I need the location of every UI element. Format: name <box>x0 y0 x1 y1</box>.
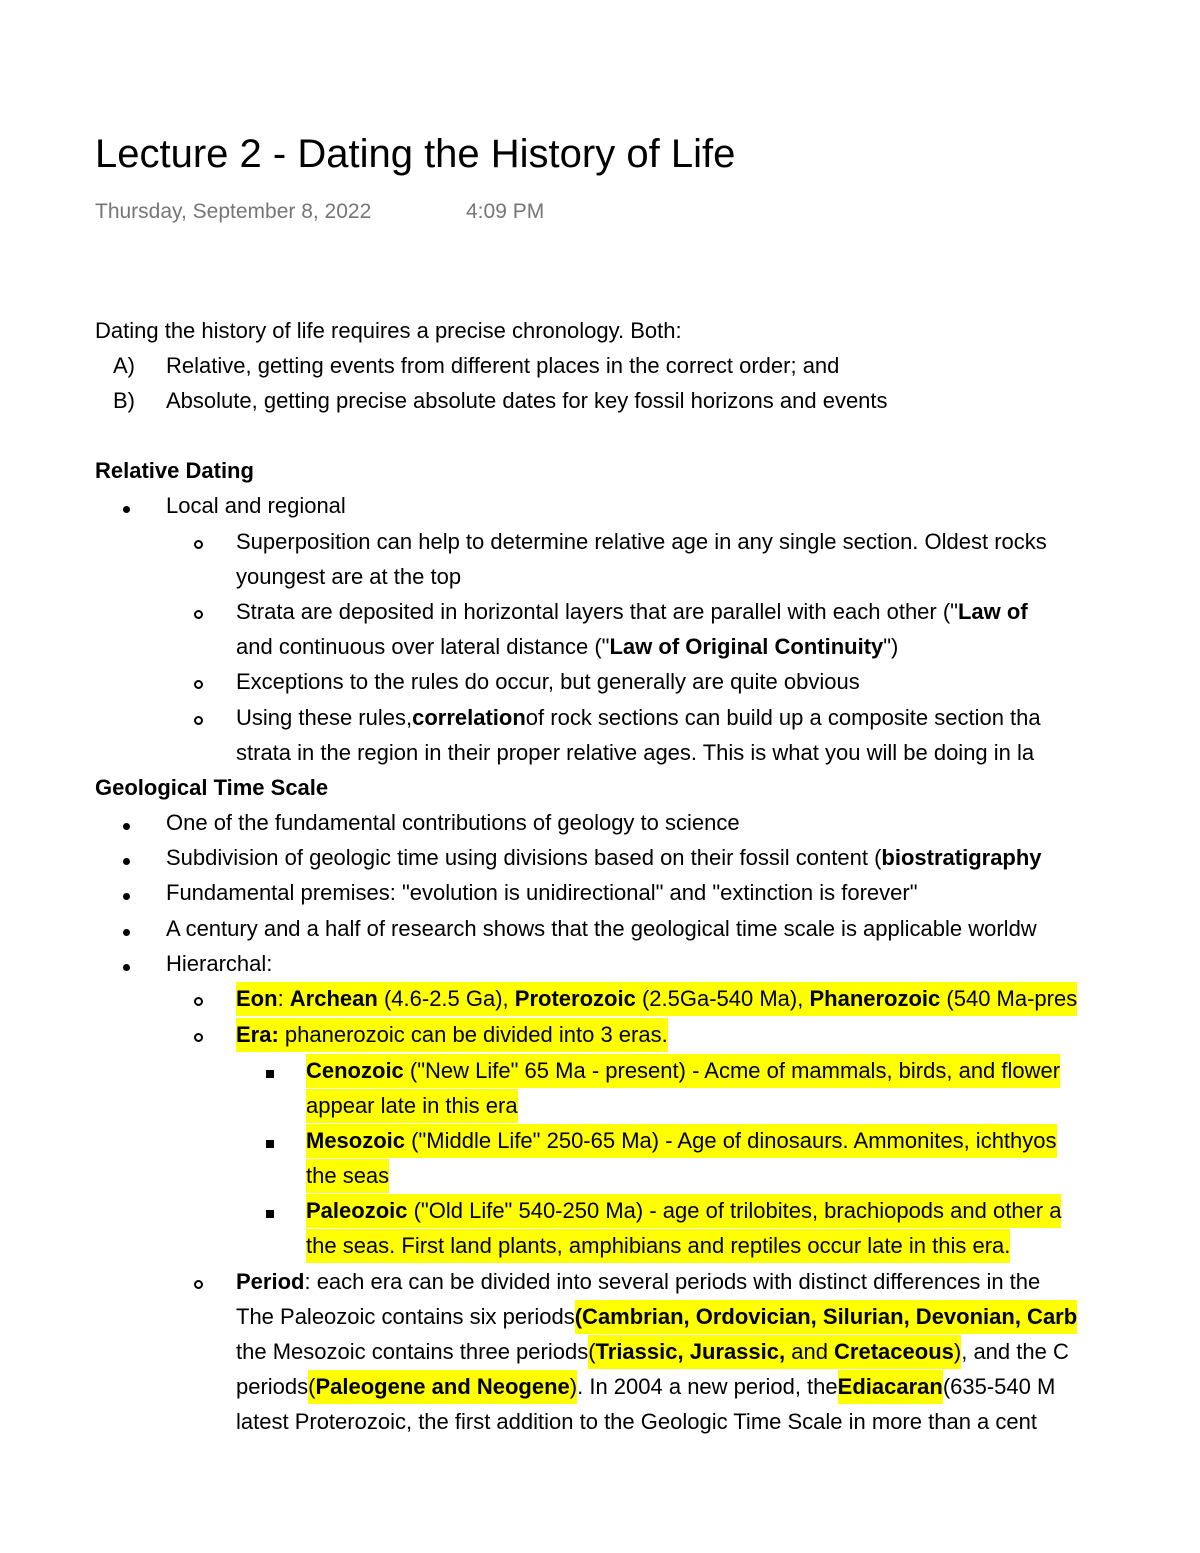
text-run: Using these rules, <box>236 705 413 730</box>
text-run: and <box>785 1339 835 1364</box>
text-run: ( <box>308 1374 316 1399</box>
bullet-dot-icon <box>106 947 146 981</box>
mesozoic-highlight <box>306 1124 1057 1158</box>
law-original-continuity: Law of Original Continuity <box>609 634 884 659</box>
text-run: periods <box>236 1374 309 1399</box>
list-item-cont <box>236 630 898 664</box>
list-item-cont: youngest are at the top <box>236 564 462 589</box>
bullet-dot-icon <box>106 876 146 910</box>
text-run: the Mesozoic contains three periods <box>236 1339 589 1364</box>
list-item: Local and regional <box>166 493 346 518</box>
mesozoic-line <box>306 1124 1057 1158</box>
cenozoic-highlight <box>306 1054 1060 1088</box>
eon-archean: Archean <box>289 986 378 1011</box>
list-item-cont: strata in the region in their proper relative ages. This is what you will be doing in la <box>236 740 1035 765</box>
correlation-bold: correlation <box>412 705 526 730</box>
paleogene-neogene: Paleogene and Neogene <box>315 1374 570 1399</box>
text-run: the seas <box>306 1159 389 1193</box>
relative-dating-heading: Relative Dating <box>95 458 254 483</box>
gts-heading: Geological Time Scale <box>95 775 329 800</box>
period-line-2 <box>236 1300 1077 1334</box>
text-run: (4.6-2.5 Ga), <box>377 986 515 1011</box>
bullet-dot-icon <box>106 841 146 875</box>
era-label: Era: <box>236 1022 279 1047</box>
text-run: , and the C <box>961 1339 1069 1364</box>
period-line-3 <box>236 1335 1069 1369</box>
text-run: ) <box>569 1374 578 1399</box>
text-run: ") <box>883 634 899 659</box>
text-run: (2.5Ga-540 Ma), <box>635 986 810 1011</box>
bullet-circle-icon <box>178 982 218 1016</box>
cenozoic-periods-highlight <box>308 1370 577 1404</box>
eon-phanerozoic: Phanerozoic <box>809 986 941 1011</box>
paleozoic-highlight <box>306 1194 1061 1228</box>
text-run: ( <box>588 1339 596 1364</box>
bullet-circle-icon <box>178 701 218 735</box>
period-line-4 <box>236 1370 1055 1404</box>
paleozoic-periods-highlight: (Cambrian, Ordovician, Silurian, Devonian, Carb <box>575 1300 1077 1334</box>
cenozoic-name: Cenozoic <box>306 1058 404 1083</box>
text-run: The Paleozoic contains six periods <box>236 1304 575 1329</box>
eon-highlight <box>236 982 1077 1016</box>
list-item <box>166 841 1042 875</box>
text-run: ("New Life" 65 Ma - present) - Acme of mammals, birds, and flower <box>403 1058 1061 1083</box>
paleozoic-line-cont <box>306 1229 1010 1263</box>
list-item: A century and a half of research shows that the geological time scale is applicable worldw <box>166 916 1037 941</box>
cretaceous: Cretaceous <box>834 1339 954 1364</box>
text-run: . In 2004 a new period, the <box>577 1374 838 1399</box>
text-run: the seas. First land plants, amphibians and reptiles occur late in this era. <box>306 1229 1010 1263</box>
intro-item-a: Relative, getting events from different places in the correct order; and <box>166 353 840 378</box>
eon-label: Eon <box>236 986 278 1011</box>
list-item: Exceptions to the rules do occur, but generally are quite obvious <box>236 669 860 694</box>
period-label: Period <box>236 1269 305 1294</box>
eon-proterozoic: Proterozoic <box>514 986 636 1011</box>
eon-line <box>236 982 1077 1016</box>
era-line <box>236 1018 668 1052</box>
text-run: ("Old Life" 540-250 Ma) - age of trilobites, brachiopods and other a <box>407 1198 1062 1223</box>
text-run: Strata are deposited in horizontal layers that are parallel with each other (" <box>236 599 958 624</box>
period-line-5: latest Proterozoic, the first addition to the Geologic Time Scale in more than a cent <box>236 1409 1037 1434</box>
bullet-dot-icon <box>106 912 146 946</box>
text-run: and continuous over lateral distance (" <box>236 634 610 659</box>
bullet-dot-icon <box>106 806 146 840</box>
mesozoic-periods-highlight <box>588 1335 961 1369</box>
list-marker-b: B) <box>113 388 135 413</box>
list-item: Hierarchal: <box>166 951 273 976</box>
text-run: ("Middle Life" 250-65 Ma) - Age of dinosaurs. Ammonites, ichthyos <box>405 1128 1057 1153</box>
text-run: ) <box>953 1339 962 1364</box>
intro-item-b: Absolute, getting precise absolute dates for key fossil horizons and events <box>166 388 888 413</box>
page-title: Lecture 2 - Dating the History of Life <box>95 132 736 176</box>
bullet-circle-icon <box>178 1265 218 1299</box>
list-item <box>236 595 1028 629</box>
biostratigraphy-bold: biostratigraphy <box>881 845 1042 870</box>
page-time: 4:09 PM <box>466 200 545 223</box>
intro-text: Dating the history of life requires a precise chronology. Both: <box>95 318 682 343</box>
bullet-circle-icon <box>178 595 218 629</box>
law-of-bold: Law of <box>957 599 1028 624</box>
bullet-square-icon <box>250 1124 290 1158</box>
page-date: Thursday, September 8, 2022 <box>95 200 372 223</box>
ediacaran: Ediacaran <box>838 1370 943 1404</box>
text-run: Subdivision of geologic time using divisions based on their fossil content ( <box>166 845 882 870</box>
list-item: Fundamental premises: "evolution is unidirectional" and "extinction is forever" <box>166 880 918 905</box>
text-run: (540 Ma-pres <box>940 986 1078 1011</box>
triassic-jurassic: Triassic, Jurassic, <box>595 1339 786 1364</box>
bullet-square-icon <box>250 1054 290 1088</box>
paleozoic-name: Paleozoic <box>306 1198 408 1223</box>
list-marker-a: A) <box>113 353 135 378</box>
text-run: : <box>277 986 290 1011</box>
bullet-square-icon <box>250 1194 290 1228</box>
mesozoic-line-cont <box>306 1159 389 1193</box>
text-run: (635-540 M <box>942 1374 1056 1399</box>
period-line <box>236 1265 1040 1299</box>
cenozoic-line <box>306 1054 1060 1088</box>
paleozoic-line <box>306 1194 1061 1228</box>
bullet-dot-icon <box>106 489 146 523</box>
cenozoic-line-cont <box>306 1089 518 1123</box>
bullet-circle-icon <box>178 525 218 559</box>
list-item: One of the fundamental contributions of geology to science <box>166 810 740 835</box>
text-run: of rock sections can build up a composite section tha <box>525 705 1041 730</box>
mesozoic-name: Mesozoic <box>306 1128 406 1153</box>
list-item: Superposition can help to determine relative age in any single section. Oldest rocks <box>236 529 1047 554</box>
list-item <box>236 701 1041 735</box>
bullet-circle-icon <box>178 1018 218 1052</box>
text-run: appear late in this era <box>306 1089 518 1123</box>
text-run: : each era can be divided into several periods with distinct differences in the <box>304 1269 1041 1294</box>
text-run: phanerozoic can be divided into 3 eras. <box>278 1022 668 1047</box>
bullet-circle-icon <box>178 665 218 699</box>
era-highlight <box>236 1018 668 1052</box>
